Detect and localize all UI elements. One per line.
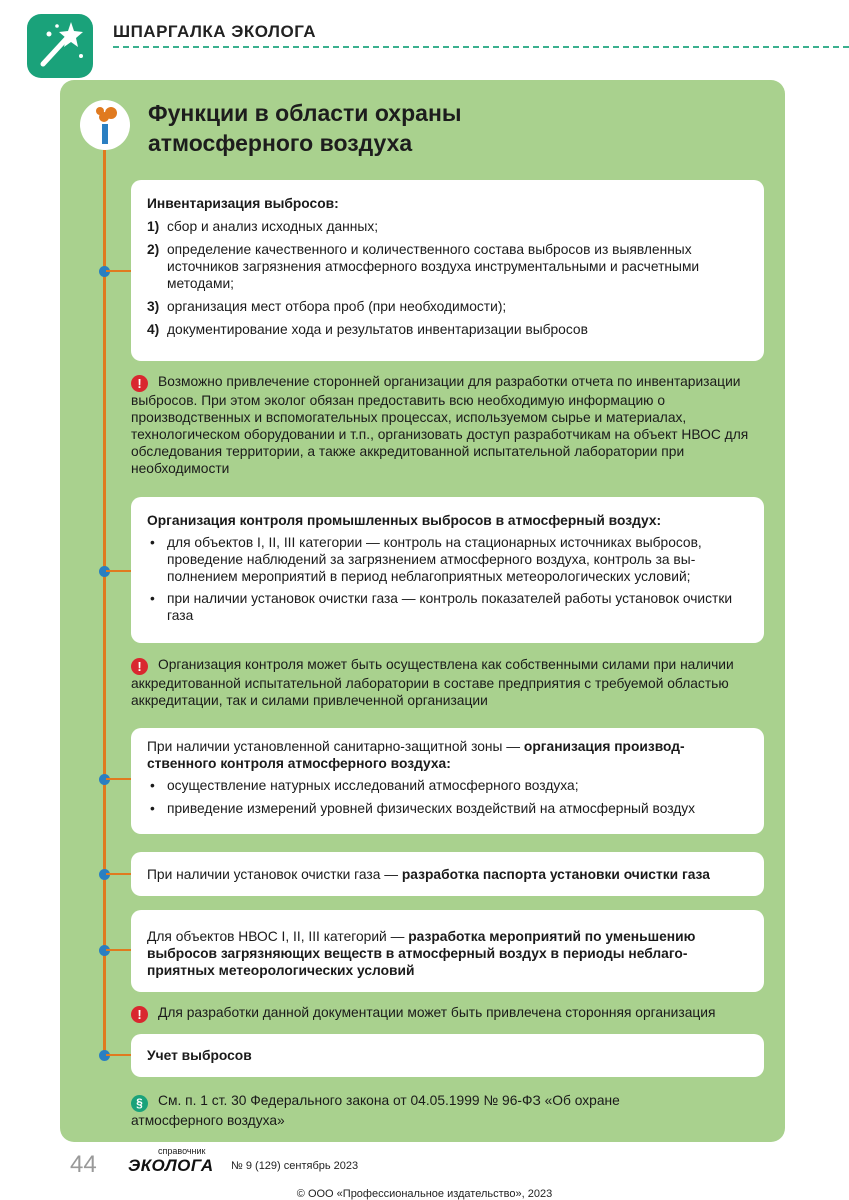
card-emissions-control xyxy=(131,497,764,643)
list-item: 1) сбор и анализ исходных данных; xyxy=(147,219,379,234)
copyright: © ООО «Профессиональное издательство», 2023 xyxy=(296,1188,553,1200)
header-divider xyxy=(113,46,849,48)
list-item: • для объектов I, II, III категории — контроль на стационарных источниках выбросов, проведение наблюдений за загрязнением атмосферного воздуха, контроль за выполнением мероприятий в период неблагоприятных метеорологических условий; xyxy=(147,534,748,585)
card-emissions-inventory xyxy=(131,180,764,361)
list-item: • осуществление натурных исследований атмосферного воздуха; xyxy=(147,777,748,794)
list-item: 4) документирование хода и результатов инвентаризации выбросов xyxy=(147,322,588,337)
law-reference-note: § См. п. 1 ст. 30 Федерального закона от 04.05.1999 № 96-ФЗ «Об охране атмосферного воздуха» xyxy=(131,1093,620,1128)
magazine-logo: ЭКОЛОГА xyxy=(128,1156,214,1175)
list-item: • при наличии установок очистки газа — контроль показателей работы установок очистки газа xyxy=(147,590,748,624)
card-emissions-accounting: Учет выбросов xyxy=(131,1034,764,1077)
list-item: • приведение измерений уровней физических воздействий на атмосферный воздух xyxy=(147,800,748,817)
timeline-line xyxy=(103,150,106,1058)
card-sanitary-zone xyxy=(131,728,764,834)
factory-smoke-icon xyxy=(80,100,130,150)
warning-note: ! Возможно привлечение сторонней организации для разработки отчета по инвентаризации выбросов. При этом эколог обязан предоставить всю необходимую информацию о производственных и вспомогательных процессах, используемом сырье и материалах, технологическом оборудовании и т.п., организовать доступ разработчикам на объект НВОС для обследования территории, а также аккредитованной испытательной лаборатории при необходимости xyxy=(131,374,749,476)
issue-info: № 9 (129) сентябрь 2023 xyxy=(231,1160,359,1172)
paragraph-icon: § xyxy=(131,1095,148,1112)
card-heading: Инвентаризация выбросов: xyxy=(147,196,339,211)
warning-note: ! Для разработки данной документации может быть привлечена сторонняя организация xyxy=(131,1004,771,1023)
header-title: ШПАРГАЛКА ЭКОЛОГА xyxy=(113,22,317,41)
warning-note: ! Организация контроля может быть осуществлена как собственными силами при наличии аккредитованной испытательной лаборатории в составе предприятия с требуемой областью аккредитации, так и силами привлеченной организации xyxy=(131,657,734,708)
timeline-connector xyxy=(106,1054,132,1056)
page-number: 44 xyxy=(70,1151,97,1178)
card-gas-cleaning-passport: При наличии установок очистки газа — разработка паспорта установки очистки газа xyxy=(131,852,764,896)
card-nmu-measures: Для объектов НВОС I, II, III категорий — разработка мероприятий по уменьшению выбросов загрязняющих веществ в атмосферный воздух в периоды неблагоприятных метеорологических условий xyxy=(131,910,764,992)
list-item: 3) организация мест отбора проб (при необходимости); xyxy=(147,299,507,314)
timeline-connector xyxy=(106,778,132,780)
sanitary-zone-list xyxy=(147,777,748,817)
page-title: Функции в области охраны атмосферного воздуха xyxy=(148,100,462,156)
warning-icon: ! xyxy=(131,658,148,675)
list-item: 2) определение качественного и количественного состава выбросов из выявленных источников загрязнения атмосферного воздуха инструментальными и расчетными методами; xyxy=(147,242,700,291)
inventory-steps xyxy=(147,218,748,338)
magic-wand-icon xyxy=(27,14,93,78)
timeline-connector xyxy=(106,949,132,951)
card-intro: При наличии установленной санитарно-защитной зоны — организация производственного контроля атмосферного воздуха: xyxy=(147,739,685,771)
timeline-connector xyxy=(106,270,132,272)
control-list xyxy=(147,534,748,624)
card-heading: Организация контроля промышленных выбросов в атмосферный воздух: xyxy=(147,513,662,528)
magazine-subtitle: справочник xyxy=(158,1146,206,1156)
warning-icon: ! xyxy=(131,375,148,392)
warning-icon: ! xyxy=(131,1006,148,1023)
timeline-connector xyxy=(106,873,132,875)
timeline-connector xyxy=(106,570,132,572)
